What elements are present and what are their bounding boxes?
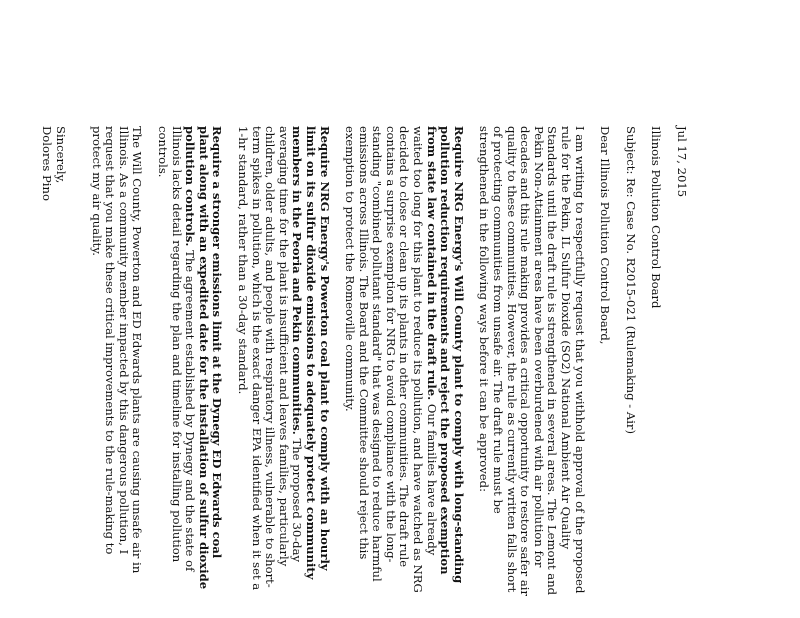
paragraph-powerton <box>235 126 330 596</box>
letter-salutation: Dear Illinois Pollution Control Board, <box>598 126 613 345</box>
paragraph-powerton-lead: Require NRG Energy's Powerton coal plant to comply with an hourly limit on its sulfur dioxide emissions to adequately protect community members in the Peoria and Pekin communities. <box>290 126 332 580</box>
paragraph-ed-edwards <box>155 126 223 596</box>
paragraph-ed-edwards-text: The agreement established by Dynegy and the state of Illinois lacks detail regarding the plan and timeline for installing pollution controls. <box>156 126 198 572</box>
letter-body <box>28 126 688 596</box>
paragraph-nrg-will-county <box>343 126 465 596</box>
paragraph-ed-edwards-lead: Require a stronger emissions limit at the Dynegy ED Edwards coal plant along with an expedited date for the installation of sulfur dioxide pollution controls. <box>183 126 225 590</box>
letter-closing: Sincerely, <box>54 126 69 184</box>
paragraph-powerton-text: The proposed 30-day averaging time for the plant is insufficient and leaves families, particularly children, older adults, and people with respiratory illness, vulnerable to short-term spikes in pollution, which is the exact danger EPA identified when it set a 1-hr standard, rather than a 30-day standard. <box>235 126 305 591</box>
paragraph-nrg-will-county-lead: Require NRG Energy's Will County plant to comply with long-standing pollution reduction requirements and reject the proposed exemption from state law contained in the draft rule. <box>424 126 466 584</box>
paragraph-nrg-will-county-text: Our families have already waited too long for this plant to reduce its pollution, and have watched as NRG decided to close or clean up its plants in other communities. The draft rule contains a surprise exemption for NRG to avoid compliance with the long-standing "combined pollutant standard" that was designed to reduce harmful emissions across Illinois. The Board and the Committee should reject this exemption to protect the Romeoville community. <box>343 126 439 593</box>
paragraph-intro: I am writing to respectfully request that you withhold approval of the proposed rule for the Pekin, IL Sulfur Dioxide (SO2) National Ambient Air Quality Standards until the draft rule is strengthened in several areas. The Lemont and Pekin Non-Attainment areas have been overburdened with air pollution for decades and this rule making provides a critical opportunity to restore safer air quality to these communities. However, the rule as currently written falls short of protecting communities from unsafe air. The draft rule must be strengthened in the following ways before it can be approved: <box>477 126 587 597</box>
letter-subject: Subject: Re: Case No. R2015-021 (Rulemaking - Air) <box>623 126 638 434</box>
paragraph-conclusion: The Will County, Powerton and ED Edwards plants are causing unsafe air in Illinois. As a community member impacted by this dangerous pollution, I request that you make these critical improvements to the rule-making to protect my air quality. <box>89 126 145 574</box>
letter-signature: Dolores Pino <box>40 126 55 201</box>
letter-recipient: Illinois Pollution Control Board <box>649 126 664 309</box>
letter-date: Jul 17, 2015 <box>675 126 689 198</box>
